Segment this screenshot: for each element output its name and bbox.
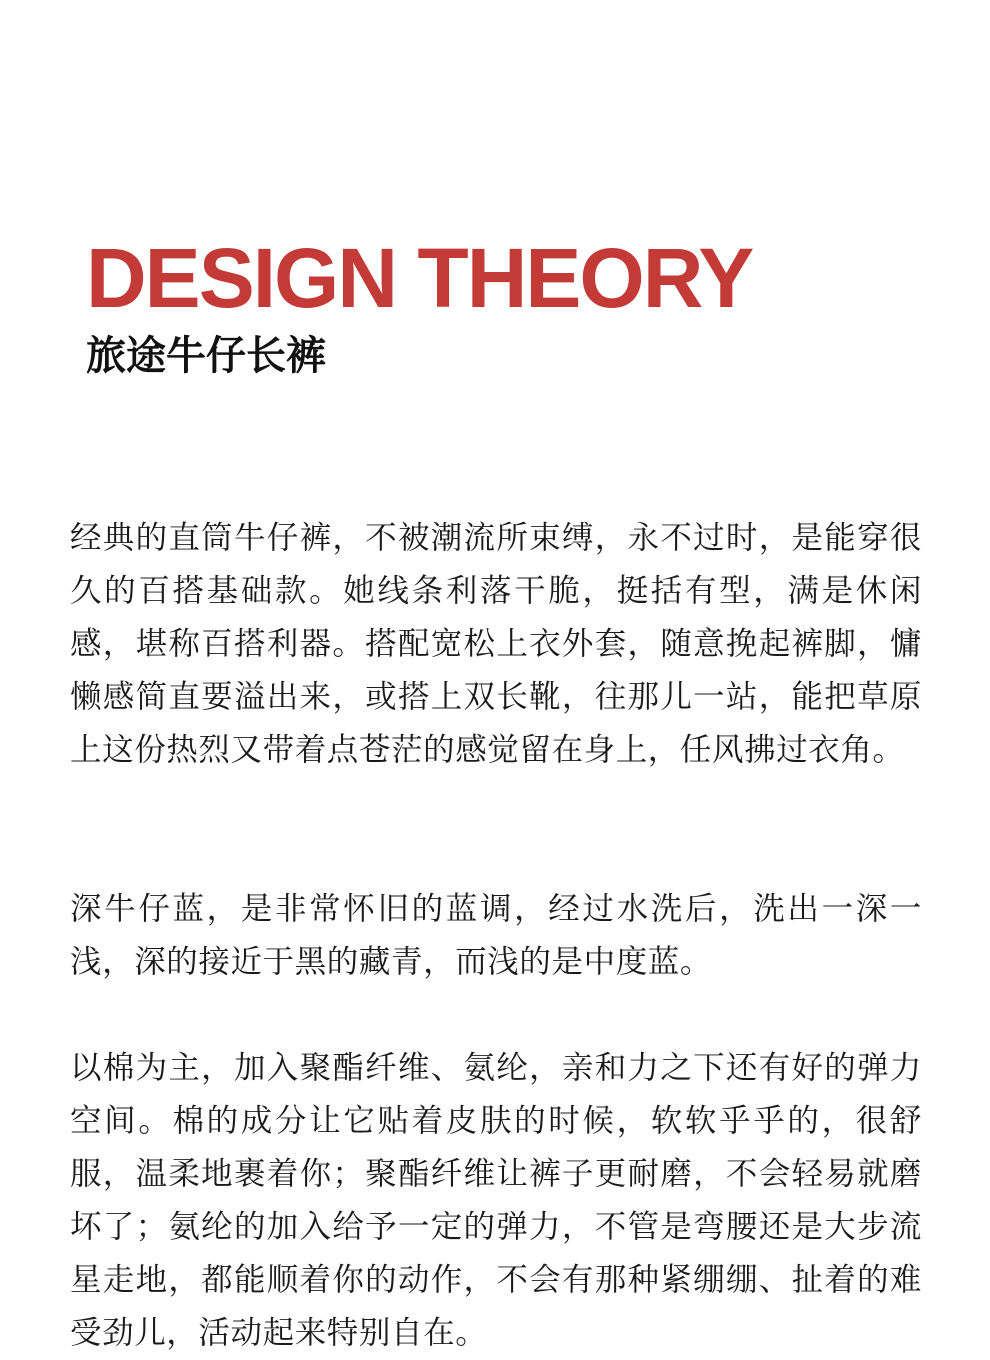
- page-title-chinese: 旅途牛仔长裤: [86, 333, 326, 379]
- page-title-english: DESIGN THEORY: [86, 231, 753, 325]
- paragraph-fabric: 以棉为主，加入聚酯纤维、氨纶，亲和力之下还有好的弹力空间。棉的成分让它贴着皮肤的时候，软软乎乎的，很舒服，温柔地裹着你；聚酯纤维让裤子更耐磨，不会轻易就磨坏了；氨纶的加入给予一定的弹力，不管是弯腰还是大步流星走地，都能顺着你的动作，不会有那种紧绷绷、扯着的难受劲儿，活动起来特别自在。: [70, 1050, 922, 1351]
- paragraph-color: 深牛仔蓝，是非常怀旧的蓝调，经过水洗后，洗出一深一浅，深的接近于黑的藏青，而浅的是中度蓝。: [70, 891, 922, 980]
- paragraph-style: 经典的直筒牛仔裤，不被潮流所束缚，永不过时，是能穿很久的百搭基础款。她线条利落干脆，挺括有型，满是休闲感，堪称百搭利器。搭配宽松上衣外套，随意挽起裤脚，慵懒感简直要溢出来，或搭上双长靴，往那儿一站，能把草原上这份热烈又带着点苍茫的感觉留在身上，任风拂过衣角。: [70, 520, 922, 768]
